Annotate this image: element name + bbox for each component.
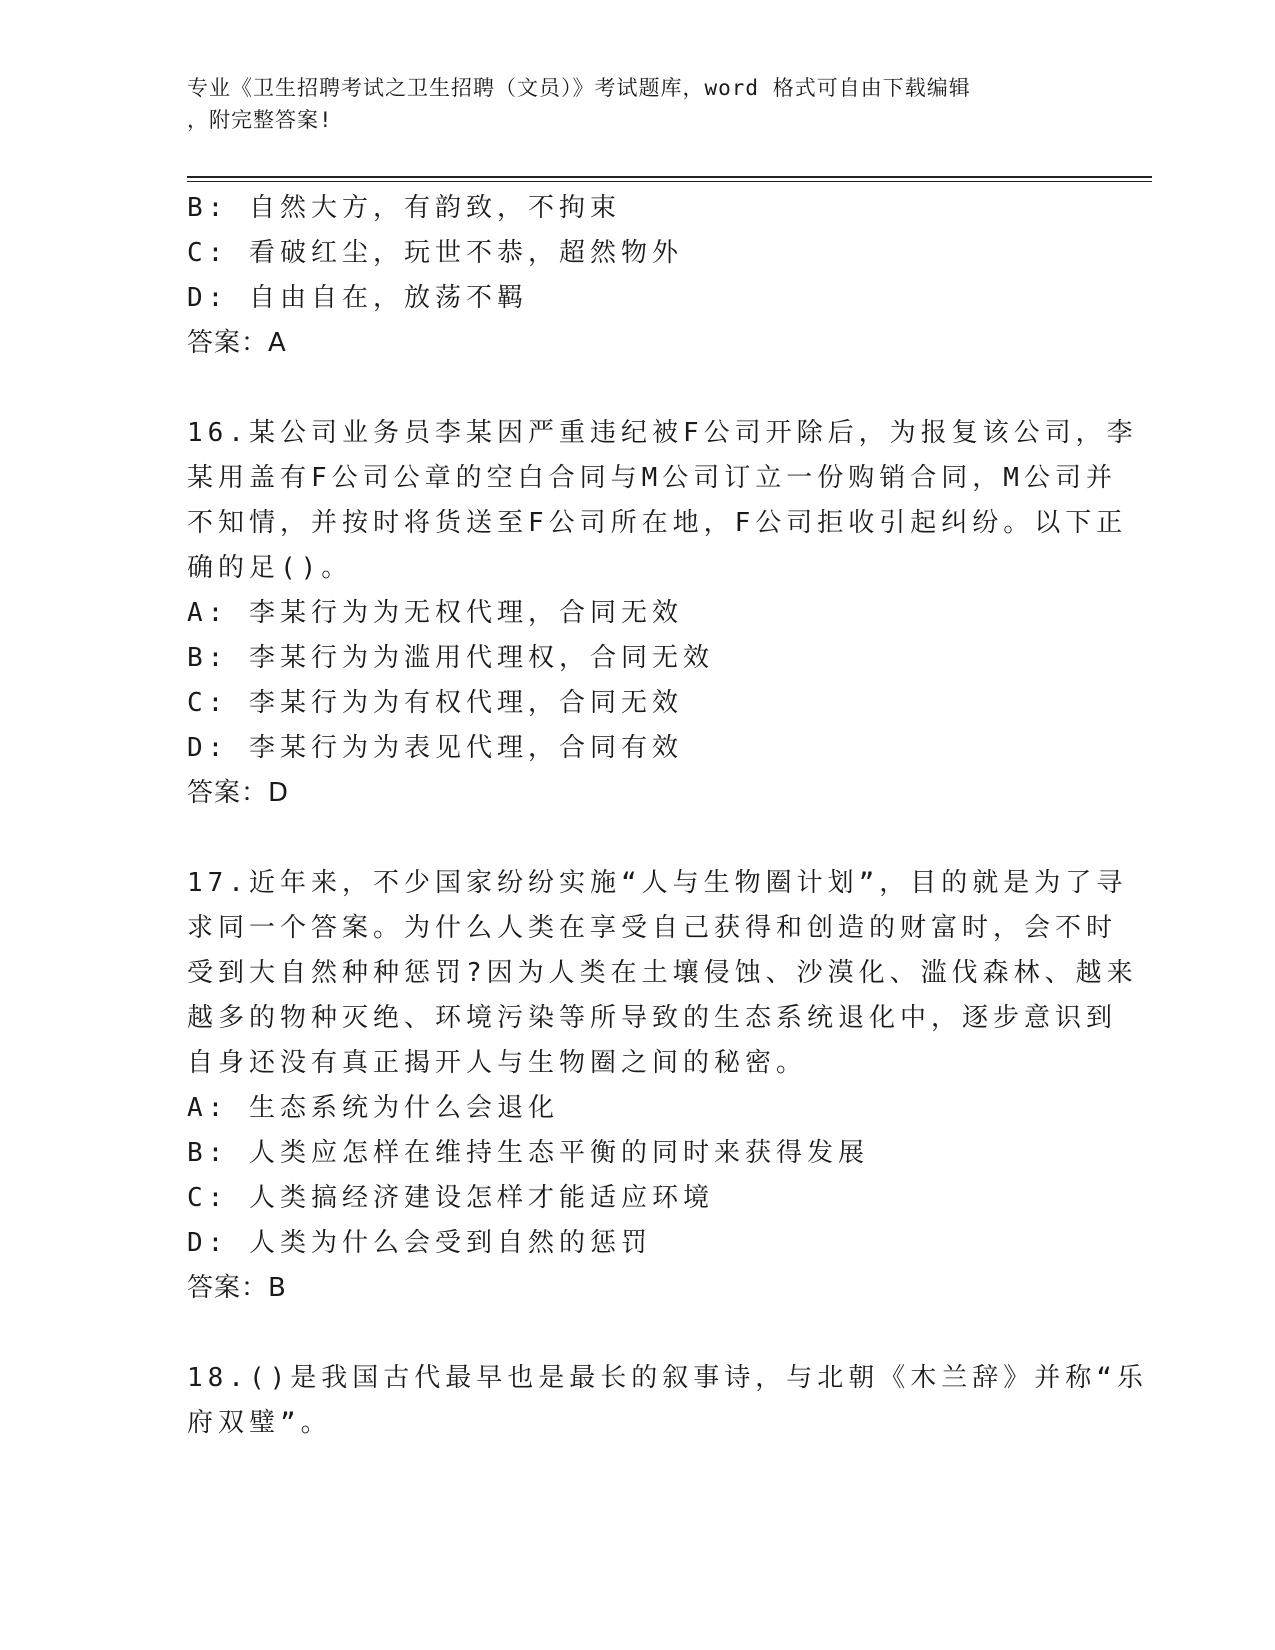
q15-option-b: B: 自然大方，有韵致，不拘束 (187, 193, 621, 223)
q17-stem-line-1: 17.近年来，不少国家纷纷实施“人与生物圈计划”，目的就是为了寻 (187, 868, 1128, 898)
q17-stem-line-5: 自身还没有真正揭开人与生物圈之间的秘密。 (187, 1048, 808, 1078)
q16-option-b: B: 李某行为为滥用代理权，合同无效 (187, 643, 714, 673)
q18-stem-line-1: 18.()是我国古代最早也是最长的叙事诗，与北朝《木兰辞》并称“乐 (187, 1363, 1148, 1393)
q16-stem-line-2: 某用盖有F公司公章的空白合同与M公司订立一份购销合同，M公司并 (187, 463, 1117, 493)
header-rule-thick (187, 176, 1152, 178)
header-rule-thin (187, 181, 1152, 182)
q17-answer: 答案：B (187, 1273, 287, 1303)
q17-option-c: C: 人类搞经济建设怎样才能适应环境 (187, 1183, 714, 1213)
q15-option-c: C: 看破红尘，玩世不恭，超然物外 (187, 238, 683, 268)
q15-option-d: D: 自由自在，放荡不羁 (187, 283, 528, 313)
q16-option-a: A: 李某行为为无权代理，合同无效 (187, 598, 683, 628)
q15-answer: 答案：A (187, 328, 287, 358)
q16-stem-line-3: 不知情，并按时将货送至F公司所在地，F公司拒收引起纠纷。以下正 (187, 508, 1128, 538)
page-header (187, 72, 1087, 136)
q17-option-b: B: 人类应怎样在维持生态平衡的同时来获得发展 (187, 1138, 869, 1168)
q17-option-d: D: 人类为什么会受到自然的惩罚 (187, 1228, 652, 1258)
q17-option-a: A: 生态系统为什么会退化 (187, 1093, 559, 1123)
q16-option-c: C: 李某行为为有权代理，合同无效 (187, 688, 683, 718)
q17-stem-line-2: 求同一个答案。为什么人类在享受自己获得和创造的财富时，会不时 (187, 913, 1118, 943)
q16-stem-line-4: 确的足()。 (187, 553, 353, 583)
q16-stem-line-1: 16.某公司业务员李某因严重违纪被F公司开除后，为报复该公司，李 (187, 418, 1138, 448)
header-line-2: ，附完整答案! (187, 108, 333, 132)
q17-stem-line-4: 越多的物种灭绝、环境污染等所导致的生态系统退化中，逐步意识到 (187, 1003, 1118, 1033)
q18-stem-line-2: 府双璧”。 (187, 1408, 332, 1438)
q17-stem-line-3: 受到大自然种种惩罚?因为人类在土壤侵蚀、沙漠化、滥伐森林、越来 (187, 958, 1138, 988)
q16-option-d: D: 李某行为为表见代理，合同有效 (187, 733, 683, 763)
header-line-1: 专业《卫生招聘考试之卫生招聘（文员）》考试题库，word 格式可自由下载编辑 (187, 76, 971, 100)
q16-answer: 答案：D (187, 778, 290, 808)
